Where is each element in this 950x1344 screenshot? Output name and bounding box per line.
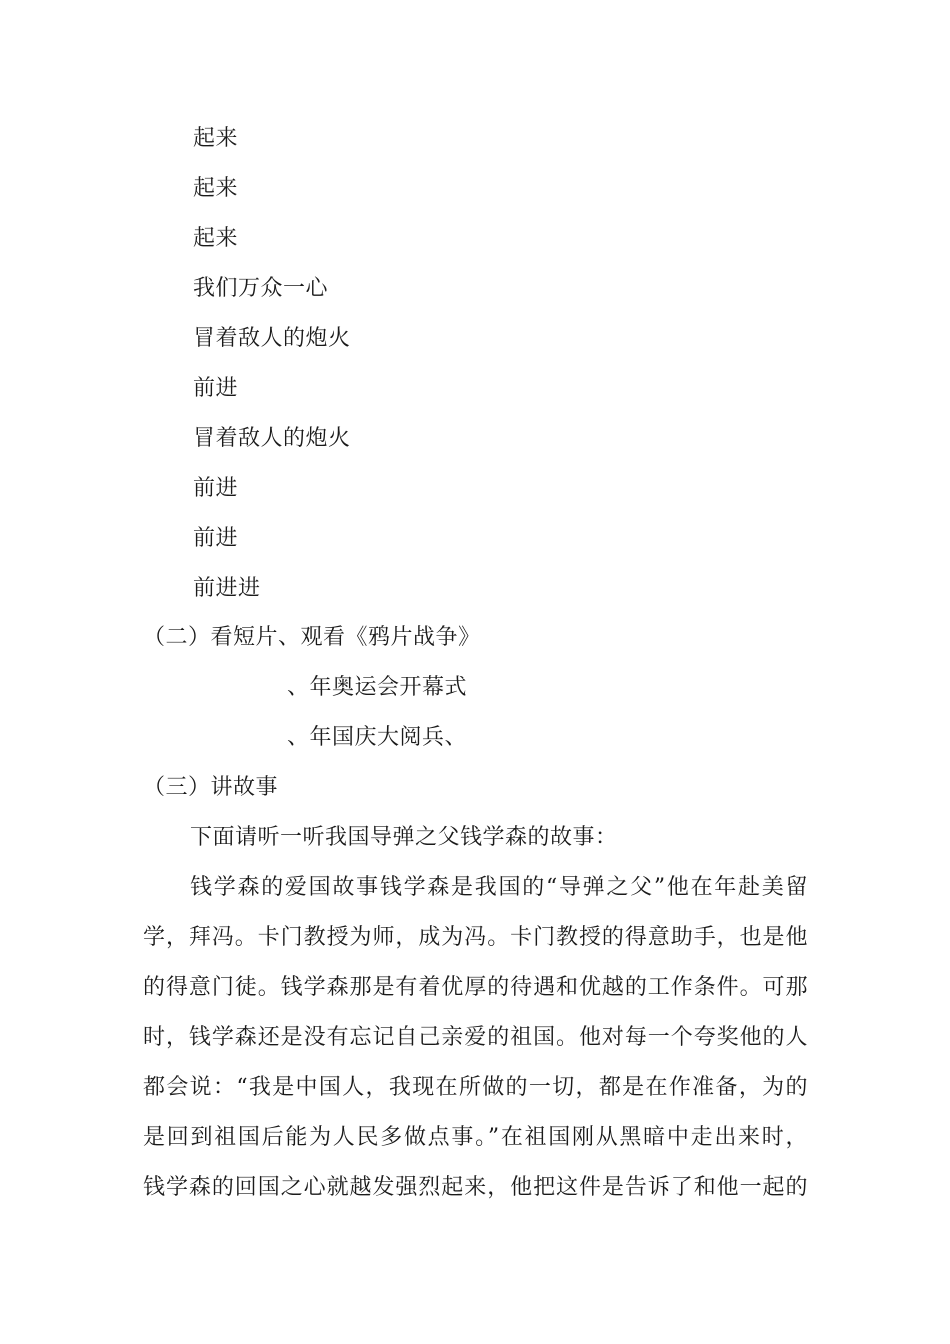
section2-heading: （二）看短片、观看《鸦片战争》 [143, 625, 481, 650]
section2-item: 、年奥运会开幕式 [287, 675, 468, 700]
lyric-line: 前进进 [193, 576, 261, 601]
lyric-line: 我们万众一心 [193, 276, 329, 301]
section3-heading: （三）讲故事 [143, 775, 279, 800]
story-line: 的得意门徒。钱学森那是有着优厚的待遇和优越的工作条件。可那 [143, 975, 808, 1000]
story-intro: 下面请听一听我国导弹之父钱学森的故事： [190, 825, 618, 850]
lyric-line: 起来 [193, 226, 239, 251]
lyric-line: 冒着敌人的炮火 [193, 426, 351, 451]
lyric-line: 起来 [193, 176, 239, 201]
lyric-line: 前进 [193, 476, 239, 501]
story-line: 钱学森的爱国故事钱学森是我国的“导弹之父”他在年赴美留 [190, 875, 808, 900]
section2-item: 、年国庆大阅兵、 [287, 725, 468, 750]
lyric-line: 前进 [193, 526, 239, 551]
story-line: 都会说：“我是中国人，我现在所做的一切，都是在作准备，为的 [143, 1075, 808, 1100]
story-line: 学，拜冯。卡门教授为师，成为冯。卡门教授的得意助手，也是他 [143, 925, 808, 950]
story-line: 钱学森的回国之心就越发强烈起来，他把这件是告诉了和他一起的 [143, 1175, 808, 1200]
story-line: 是回到祖国后能为人民多做点事。”在祖国刚从黑暗中走出来时， [143, 1125, 808, 1150]
story-line: 时，钱学森还是没有忘记自己亲爱的祖国。他对每一个夸奖他的人 [143, 1025, 808, 1050]
lyric-line: 起来 [193, 126, 239, 151]
lyric-line: 前进 [193, 376, 239, 401]
lyric-line: 冒着敌人的炮火 [193, 326, 351, 351]
